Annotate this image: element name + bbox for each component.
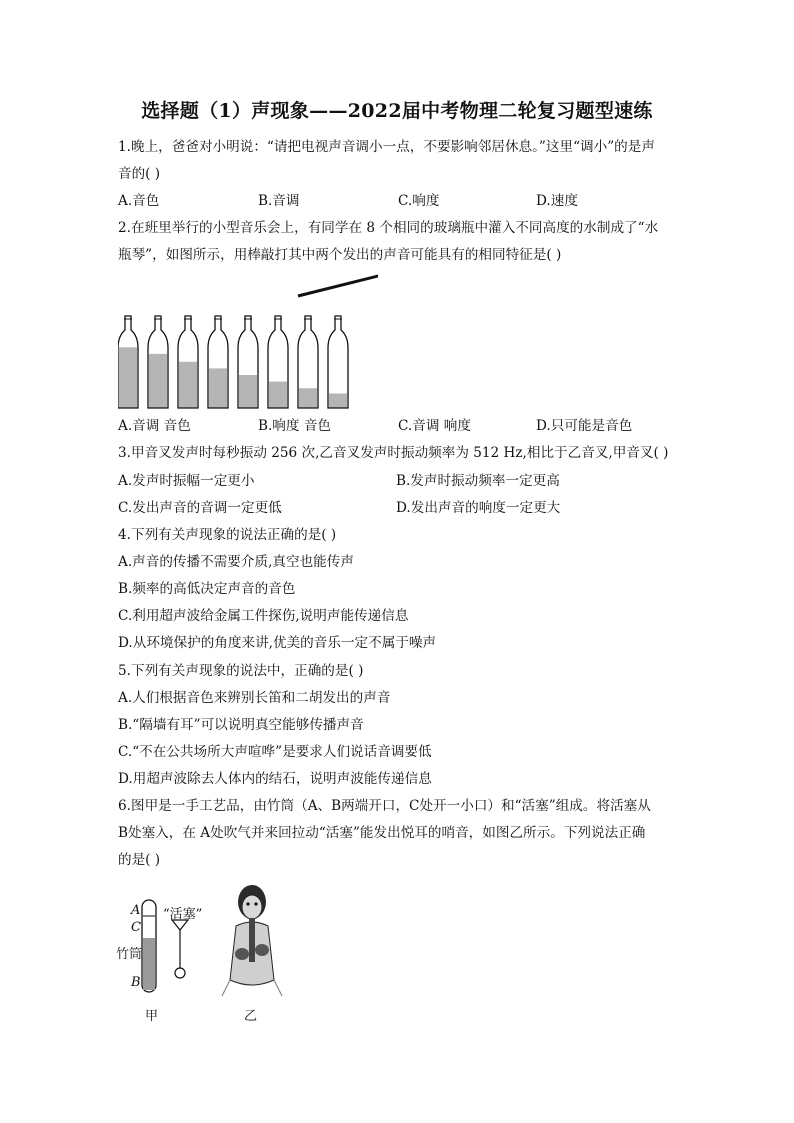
q5-option-a: A.人们根据音色来辨别长笛和二胡发出的声音 xyxy=(118,690,391,706)
label-piston: “活塞” xyxy=(163,907,203,922)
bottle-water xyxy=(209,368,227,408)
whistle-in-figure xyxy=(249,918,255,962)
bottle-water xyxy=(239,375,257,408)
bottle xyxy=(208,316,228,408)
q5-stem-line1: 5.下列有关声现象的说法中，正确的是( ) xyxy=(118,663,364,679)
bottle xyxy=(238,316,258,408)
q6-stem-line2: B处塞入，在 A处吹气并来回拉动“活塞”能发出悦耳的哨音，如图乙所示。下列说法正确 xyxy=(118,825,646,841)
q3-option-b: B.发声时振动频率一定更高 xyxy=(396,473,560,489)
q1-stem-line1: 1.晚上，爸爸对小明说：“请把电视声音调小一点，不要影响邻居休息。”这里“调小”的是声 xyxy=(118,139,655,155)
right-hand xyxy=(255,944,269,956)
label-tube: 竹筒 xyxy=(116,947,143,962)
person-playing-figure xyxy=(212,880,292,1000)
q1-option-a: A.音色 xyxy=(118,193,160,209)
label-c: C xyxy=(131,920,141,935)
bottle-water xyxy=(299,388,317,408)
q1-stem-line2: 音的( ) xyxy=(118,166,161,182)
q2-option-d: D.只可能是音色 xyxy=(536,418,633,434)
q2-option-c: C.音调 响度 xyxy=(398,418,471,434)
q4-option-c: C.利用超声波给金属工件探伤,说明声能传递信息 xyxy=(118,608,409,624)
q4-option-d: D.从环境保护的角度来讲,优美的音乐一定不属于噪声 xyxy=(118,635,437,651)
bottle xyxy=(148,316,168,408)
q6-stem-line1: 6.图甲是一手工艺品，由竹筒（A、B两端开口，C处开一小口）和“活塞”组成。将活塞从 xyxy=(118,798,651,814)
q5-option-b: B.“隔墙有耳”可以说明真空能够传播声音 xyxy=(118,717,364,733)
q5-option-c: C.“不在公共场所大声喧哗”是要求人们说话音调要低 xyxy=(118,744,432,760)
q3-option-c: C.发出声音的音调一定更低 xyxy=(118,500,282,516)
q2-stem-line2: 瓶琴”，如图所示，用棒敲打其中两个发出的声音可能具有的相同特征是( ) xyxy=(118,247,562,263)
q1-option-b: B.音调 xyxy=(258,193,300,209)
caption-yi: 乙 xyxy=(244,1009,258,1024)
face xyxy=(242,895,262,919)
bottle-water xyxy=(149,354,167,408)
q3-option-a: A.发声时振幅一定更小 xyxy=(118,473,255,489)
bottle-water xyxy=(179,362,197,408)
bottle-row xyxy=(118,316,348,408)
q2-stem-line1: 2.在班里举行的小型音乐会上，有同学在 8 个相同的玻璃瓶中灌入不同高度的水制成了“水 xyxy=(118,220,659,236)
striking-rod xyxy=(298,274,378,296)
q4-stem-line1: 4.下列有关声现象的说法正确的是( ) xyxy=(118,527,337,543)
piston-ring xyxy=(175,968,185,978)
label-b: B xyxy=(131,975,141,990)
label-a: A xyxy=(131,903,141,918)
bottle xyxy=(328,316,348,408)
water-bottle-figure xyxy=(118,268,378,413)
page-title: 选择题（1）声现象——2022届中考物理二轮复习题型速练 xyxy=(141,100,653,122)
q6-stem-line3: 的是( ) xyxy=(118,852,161,868)
bottle-water xyxy=(119,347,137,408)
q1-option-d: D.速度 xyxy=(536,193,578,209)
caption-jia: 甲 xyxy=(145,1009,159,1024)
q2-option-a: A.音调 音色 xyxy=(118,418,191,434)
right-eye xyxy=(254,902,257,905)
q3-stem-line1: 3.甲音叉发声时每秒振动 256 次,乙音叉发声时振动频率为 512 Hz,相比于乙音叉,甲音叉( ) xyxy=(118,445,669,461)
bottle xyxy=(178,316,198,408)
q4-option-b: B.频率的高低决定声音的音色 xyxy=(118,581,296,597)
q3-option-d: D.发出声音的响度一定更大 xyxy=(396,500,561,516)
q1-option-c: C.响度 xyxy=(398,193,440,209)
left-eye xyxy=(246,902,249,905)
bottle-water xyxy=(329,393,347,408)
q2-option-b: B.响度 音色 xyxy=(258,418,332,434)
q4-option-a: A.声音的传播不需要介质,真空也能传声 xyxy=(118,554,354,570)
tube-shaded-section xyxy=(143,938,155,990)
bottle xyxy=(118,316,138,408)
left-hand xyxy=(235,948,249,960)
bottle-water xyxy=(269,382,287,408)
bottle xyxy=(268,316,288,408)
bottle xyxy=(298,316,318,408)
q5-option-d: D.用超声波除去人体内的结石，说明声波能传递信息 xyxy=(118,771,432,787)
